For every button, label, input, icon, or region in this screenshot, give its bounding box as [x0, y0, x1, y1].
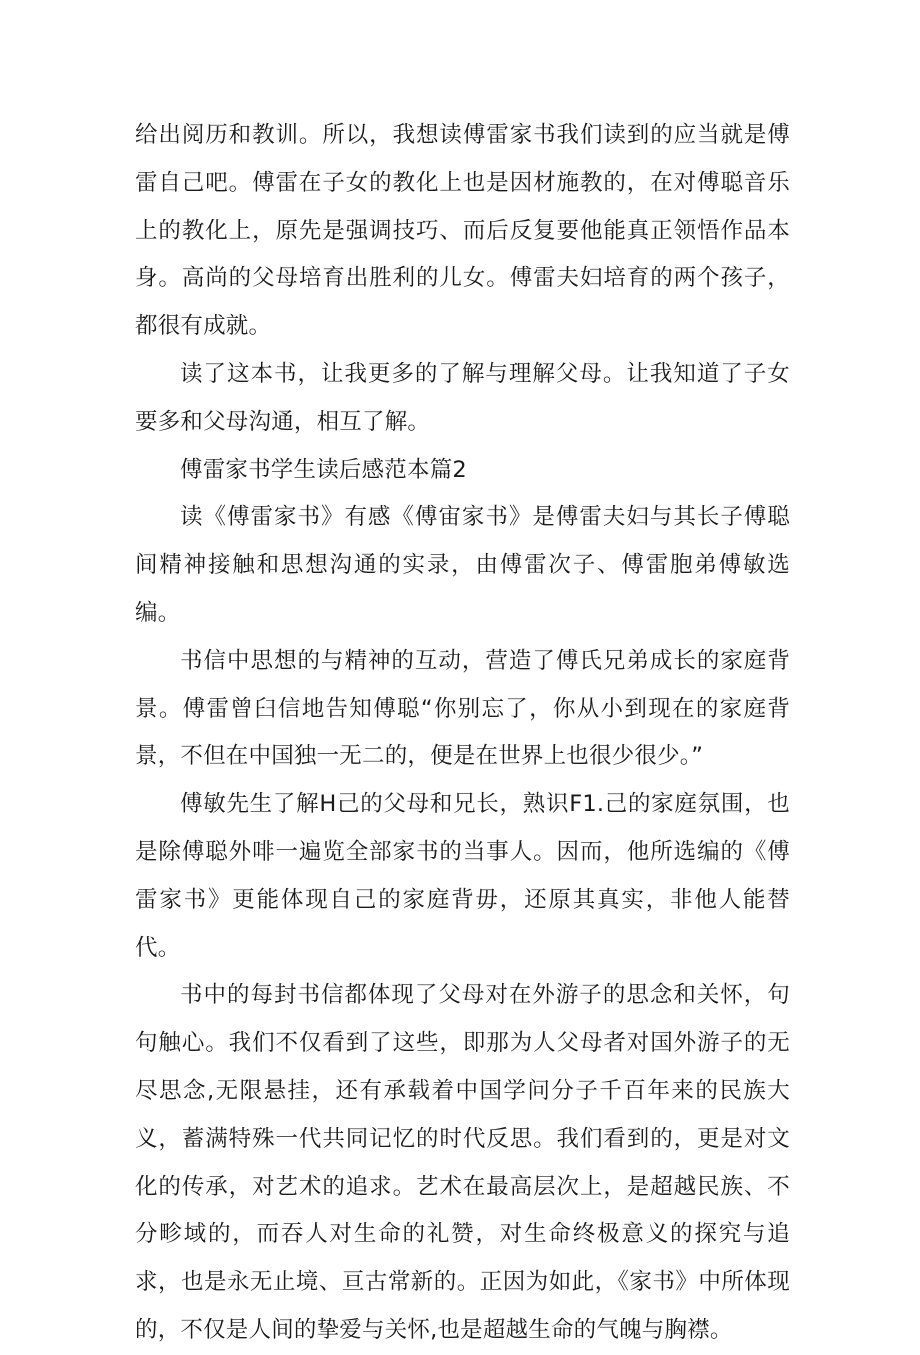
paragraph-continuation: 给出阅历和教训。所以，我想读傅雷家书我们读到的应当就是傅雷自己吧。傅雷在子女的教化上也是因材施教的，在对傅聪音乐上的教化上，原先是强调技巧、而后反复要他能真正领悟作品本身。高尚的父母培育出胜利的儿女。傅雷夫妇培育的两个孩子，都很有成就。	[135, 122, 790, 340]
paragraph-book-intro: 读《傅雷家书》有感《傅宙家书》是傅雷夫妇与其长子傅聪间精神接触和思想沟通的实录，由傅雷次子、傅雷胞弟傅敏选编。	[135, 504, 790, 626]
document-body	[135, 112, 790, 1355]
section-heading: 傅雷家书学生读后感范本篇2	[180, 456, 467, 483]
paragraph-fu-min: 傅敏先生了解H己的父母和兄长，熟识F1.己的家庭氛围，也是除傅聪外啡一遍览全部家书的当事人。因而，他所选编的《傅雷家书》更能体现自己的家庭背毋，还原其真实，非他人能替代。	[135, 791, 790, 961]
paragraph-family-background: 书信中思想的与精神的互动，营造了傅氏兄弟成长的家庭背景。傅雷曾臼信地告知傅聪“你别忘了，你从小到现在的家庭背景，不但在中国独一无二的，便是在世界上也很少很少。”	[135, 647, 790, 770]
paragraph-letters-reflection: 书中的每封书信都体现了父母对在外游子的思念和关怀，句句触心。我们不仅看到了这些，即那为人父母者对国外游子的无尽思念,无限悬挂，还有承载着中国学问分子千百年来的民族大义，蓄满特殊一代共同记忆的时代反思。我们看到的，更是对文化的传承，对艺术的追求。艺术在最高层次上，是超越民族、不分畛域的，而吞人对生命的礼赞，对生命终极意义的探究与追求，也是永无止境、亘古常新的。正因为如此，《家书》中所体现的，不仅是人间的挚爱与关怀,也是超越生命的气魄与胸襟。	[135, 982, 790, 1343]
paragraph-understanding-parents: 读了这本书，让我更多的了解与理解父母。让我知道了子女要多和父母沟通，相互了解。	[135, 360, 790, 435]
